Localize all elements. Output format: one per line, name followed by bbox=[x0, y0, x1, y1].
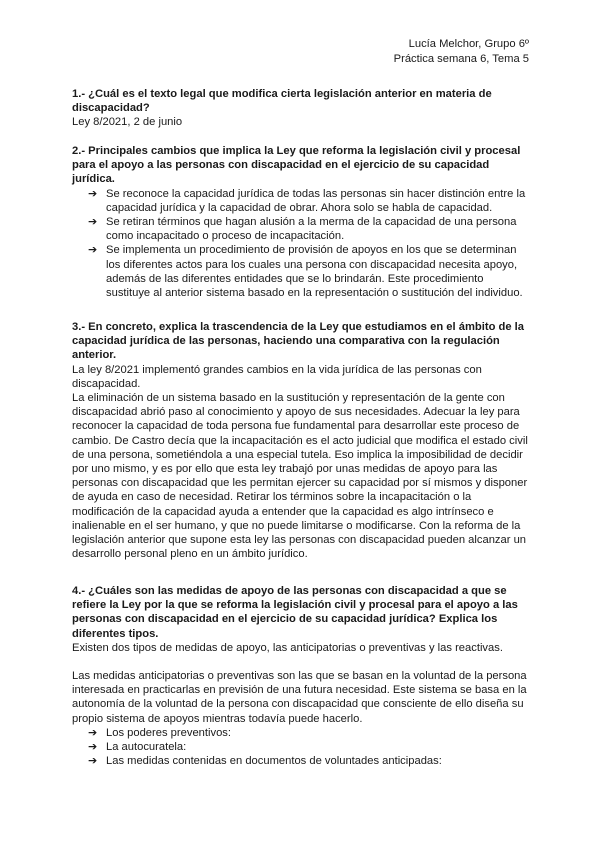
list-item: ➔ Se retiran términos que hagan alusión a la merma de la capacidad de una persona como incapacitado o proceso de incapacitación. bbox=[88, 216, 517, 243]
arrow-icon: ➔ bbox=[88, 755, 98, 768]
header-author: Lucía Melchor, Grupo 6º bbox=[408, 38, 529, 50]
question-3: 3.- En concreto, explica la trascendencia de la Ley que estudiamos en el ámbito de la capacidad jurídica de las personas, haciendo una comparativa con la regulación anterior. bbox=[72, 321, 525, 362]
arrow-icon: ➔ bbox=[88, 216, 98, 229]
arrow-icon: ➔ bbox=[88, 726, 98, 739]
section-q4 bbox=[72, 584, 530, 768]
section-q1 bbox=[72, 87, 530, 130]
list-item: ➔ Los poderes preventivos: bbox=[88, 726, 232, 739]
answer-4-intro: Existen dos tipos de medidas de apoyo, las anticipatorias o preventivas y las reactivas. bbox=[72, 641, 503, 654]
header-subtitle: Práctica semana 6, Tema 5 bbox=[393, 53, 529, 65]
question-1: 1.- ¿Cuál es el texto legal que modifica cierta legislación anterior en materia de discapacidad? bbox=[72, 88, 492, 115]
arrow-icon: ➔ bbox=[88, 187, 98, 200]
question-2: 2.- Principales cambios que implica la Ley que reforma la legislación civil y procesal para el apoyo a las personas con discapacidad en el ejercicio de su capacidad jurídica. bbox=[72, 145, 521, 186]
list-item: ➔ Se implementa un procedimiento de provisión de apoyos en los que se determinan los diferentes actos para los cuales una persona con discapacidad necesita apoyo, además de las diferentes entidades que se lo brindarán. Este procedimiento sustituye al anterior sistema basado en la representación o sustitución del individuo. bbox=[88, 244, 523, 300]
list-item: ➔ Las medidas contenidas en documentos de voluntades anticipadas: bbox=[88, 755, 442, 768]
q4-bullet-list bbox=[72, 726, 530, 769]
question-4: 4.- ¿Cuáles son las medidas de apoyo de las personas con discapacidad a que se refiere la Ley por la que se reforma la legislación civil y procesal para el apoyo a las personas con discapacidad en el ejercicio de su capacidad jurídica? Explica los diferentes tipos. bbox=[72, 585, 518, 640]
list-item: ➔ Se reconoce la capacidad jurídica de todas las personas sin hacer distinción entre la capacidad jurídica y la capacidad de obrar. Ahora solo se habla de capacidad. bbox=[88, 187, 526, 214]
answer-3-body: La eliminación de un sistema basado en la sustitución y representación de la gente con discapacidad abrió paso al conocimiento y apoyo de sus necesidades. Adecuar la ley para reconocer la capacidad de toda persona fue fundamental para desarrollar este proceso de cambio. De Castro decía que la incapacitación es el acto judicial que modifica el estado civil de una persona, sometiéndola a una especial tutela. Eso implica la imposibilidad de decidir por uno mismo, y es por ello que esta ley trabajó por unas medidas de apoyo para las personas con discapacidad que les permitan ejercer su capacidad por sí mismos y disponer de ayuda en caso de necesidad. Retirar los términos sobre la incapacitación o la modificación de la capacidad ayuda a entender que la capacidad es algo intrínseco e inalienable en el ser humano, y que no puede limitarse o modificarse. Con la reforma de la legislación anterior que supone esta ley las personas con discapacidad pueden alcanzar un desarrollo personal pleno en un ámbito jurídico. bbox=[72, 392, 528, 561]
section-q2 bbox=[72, 144, 530, 300]
answer-3-intro: La ley 8/2021 implementó grandes cambios en la vida jurídica de las personas con discapacidad. bbox=[72, 363, 482, 390]
answer-4-body: Las medidas anticipatorias o preventivas son las que se basan en la voluntad de la persona interesada en practicarlas en previsión de una futura necesidad. Este sistema se basa en la autonomía de la voluntad de la persona con discapacidad que consciente de ello diseña su propio sistema de apoyos mientras todavía puede hacerlo. bbox=[72, 670, 527, 725]
q2-bullet-list bbox=[72, 187, 530, 301]
answer-1: Ley 8/2021, 2 de junio bbox=[72, 116, 183, 129]
section-q3 bbox=[72, 320, 530, 561]
list-item: ➔ La autocuratela: bbox=[88, 741, 187, 754]
arrow-icon: ➔ bbox=[88, 741, 98, 754]
arrow-icon: ➔ bbox=[88, 244, 98, 257]
